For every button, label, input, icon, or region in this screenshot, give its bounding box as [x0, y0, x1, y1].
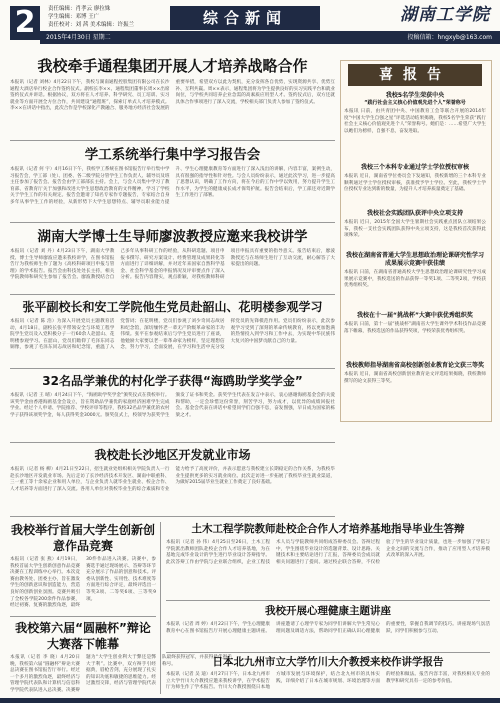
good-news-item: [344, 164, 486, 210]
article-body: 本报讯（记者 陈 浩）为深入开展党员主题教育活动，4月18日，副校长张平带领安全与环境工程学院学生党员及入党积极分子一行60余人赴韶山、花明楼参观学习。在韶山，党员们瞻仰了毛泽东同志铜像，参观了毛泽东同志故居和纪念馆，重温了入党誓词；在花明楼，党员们参观了刘少奇同志故居和纪念馆，深切缅怀老一辈无产阶级革命家的丰功伟绩。张平在参观结束后与学生党员进行了座谈，他勉励大家要以老一辈革命家为榜样，坚定理想信念，努力学习，全面发展，在学习和生活中充分发挥党员的先锋模范作用。党员们纷纷表示，此次参观学习受到了深刻的革命传统教育，将以更加饱满的热情投入到学习和工作中去，为实现中华民族伟大复兴的中国梦贡献自己的力量。: [10, 319, 335, 351]
article-body: 本报讯（记者 吴 迪）4月27日下午，日本北九州市立大学竹川大介教授应邀来我校讲学，在学术报告厅为师生作了学术报告。竹川大介教授围绕日本地方城市发展与环境保护，结合北九州市的具体实践，详细介绍了日本在城市规划、环境治理等方面的经验和做法。报告内容丰富，对我校相关专业的教学和研究具有一定的参考价值。: [166, 672, 490, 691]
footer-bar: [0, 698, 500, 703]
item-body: 本报讯 日前，第十一届“挑战杯”湖南省大学生课外学术科技作品竞赛落下帷幕，我校选送的作品获得奖项，学校荣获优秀组织奖。: [344, 322, 486, 334]
good-news-title: 喜报告: [348, 64, 482, 86]
editor-line: 学生编辑：邓博 王广: [48, 14, 100, 20]
headline-line: 我校举行首届大学生创新创意作品竞赛: [10, 523, 155, 553]
item-headline: 我校三个本科专业通过学士学位授权审核: [360, 164, 469, 171]
article-innovation-contest: [10, 522, 156, 615]
headline: 张平副校长和安工学院他生党员赴韶山、花明楼参观学习: [22, 300, 323, 314]
item-headline: 我校在十一届“挑战杯”大赛中获优秀组织奖: [357, 312, 473, 319]
divider: [10, 294, 335, 295]
article-body: 本报讯（记者 张 燕）4月19日，我校首届大学生创新创意作品竞赛决赛在工程训练中心举行。本次竞赛由教务处、团委主办，旨在激发学生的创新意识和创造能力，营造良好的创新创业氛围。竞赛共吸引了全校各学院200余件作品参赛，经过初赛、复赛的激烈角逐，最终30件作品进入决赛。决赛中，参赛选手通过现场展示、答辩等环节充分展示了作品的创意和技术。评委从创新性、实用性、技术难度等方面进行综合评定，最终评选出一等奖3项、二等奖6项、三等奖9项。: [10, 557, 156, 609]
headline: 土木工程学院教师赴校企合作人才培养基地指导毕业生答辩: [191, 523, 465, 535]
good-news-item: [344, 252, 486, 310]
article-job-market: [10, 447, 335, 513]
article-body: 本报讯（记者 杨 柳）4月21日至22日，招生就业处组织相关学院负责人一行赴长沙地区开发就业市场。先后走访了长沙经济技术开发区、湖南中联重科、三一重工等十余家企业和用人单位，与企业负责人就毕业生就业、校企合作、人才培养等方面进行了深入交流。各用人单位对我校毕业生的综合素质和专业能力给予了高度评价，并表示愿意与我校建立长期稳定的合作关系，为我校毕业生提供更多的实习就业岗位。此次走访进一步拓展了我校毕业生就业渠道，为做好2015届毕业生就业工作奠定了良好基础。: [10, 467, 335, 492]
good-news-item: [344, 92, 486, 161]
article-body: 本报讯（记者 孙 伟）4月25日至26日，土木工程学院派出教师团队赴校企合作人才培养基地，为在基地完成毕业设计的学生进行毕业设计答辩指导。此次答辩工作由学院与企业联合组织，企业工程技术人员与学院教师共同组成答辩委员会。答辩过程中，学生围绕毕业设计的选题背景、设计思路、关键技术和主要结论进行了汇报，答辩委员会成员就相关问题进行了提问。通过校企联合答辩，不仅检验了学生的毕业设计质量，也进一步加强了学院与企业之间的交流与合作，推动了应用型人才培养模式改革的深入开展。: [166, 540, 490, 565]
article-scholarship: [10, 373, 335, 439]
good-news-item: [344, 312, 486, 356]
editor-line: 责任编辑：肖孝云 廖拉姝: [48, 6, 111, 12]
article-civil-defense: [166, 522, 490, 592]
page-header: [0, 0, 500, 46]
article-tongcheng: [10, 56, 335, 134]
headline: [10, 522, 156, 554]
item-body: 本报讯 近日，2015年全国大学生暑期社会实践重点团队立项结果公布，我校一支社会实践团队获得中央立项支持，这是我校首次获得此项殊荣。: [344, 220, 486, 239]
article-mental-health: [166, 604, 490, 648]
good-news-item: [344, 362, 486, 414]
section-title: 综合新闻: [170, 6, 320, 30]
headline: 我校第六届“圆融杯”辩论大赛落下帷幕: [15, 621, 151, 651]
headline: 日本北九州市立大学竹川大介教授来校作讲学报告: [212, 656, 444, 668]
item-body: 本报讯 日前，在湖南省普通高校大学生思想政治理论课研究性学习成果展示竞赛中，我校选送的作品获得一等奖1项、二等奖2项，学校获优秀组织奖。: [344, 270, 486, 289]
article-shaoshan-visit: [10, 299, 335, 365]
divider: [10, 616, 156, 617]
article-japan-lecture: [166, 655, 490, 696]
good-news-item: [344, 210, 486, 250]
contact-email: 投稿信箱：hngxyb@163.com: [407, 34, 492, 41]
editor-credits: [48, 5, 160, 29]
item-headline: 我校教师指导湖南省高校创新创业教育论文获三等奖: [345, 362, 484, 369]
headline: 我校赴长沙地区开发就业市场: [94, 448, 251, 462]
headline: 我校开展心理健康主题讲座: [265, 605, 391, 617]
page-number: 2: [10, 6, 40, 40]
headline: 32名品学兼优的村化学子获得“海鸥助学奖学金”: [42, 374, 303, 388]
divider: [10, 368, 335, 369]
item-body: 本报讯 近日，湖南省学位委员会下发通知，我校新增的三个本科专业顺利通过学士学位授权审核，获准授予学士学位。至此，我校学士学位授权专业达到新的数量，为提升人才培养质量奠定了基础。: [344, 174, 486, 193]
article-body: 本报讯（记者 刘 丹）4月23日下午，湖南大学教授、博士生导师廖波应邀来我校讲学，在图书馆报告厅为我校师生作了题为《高校科研项目申报与管理》的学术报告。报告会由科技处处长主持，相关学院教师和研究生参加了报告会。廖波教授结合自己多年从事科研工作的经验，从科研选题、项目申报书撰写、研究方案设计、经费管理及成果转化等方面进行了详细讲解，并对近年来国家自然科学基金、社会科学基金的申报情况及评审要点作了深入分析。报告内容翔实，观点新颖，对我校教师科研项目申报具有重要的指导意义。报告结束后，廖波教授还与在场师生进行了互动交流，耐心解答了大家提出的问题。: [10, 249, 335, 281]
article-study-report: [10, 146, 335, 215]
item-subheadline: “践行社会主义核心价值观先进个人”荣誉称号: [364, 100, 466, 106]
item-headline: 我校在湖南省普通大学生思想政治理论课研究性学习成果展示竞赛中获佳绩: [345, 252, 484, 267]
divider: [10, 140, 335, 141]
item-body: 本报讯 近日，湖南省高校创新创业教育论文评选结果揭晓，我校教师撰写的论文获得三等奖。: [344, 372, 486, 384]
divider: [10, 222, 335, 223]
item-body: 本报讯 日前，由共青团中央、中国教育工会等联合开展的2014年度“中国大学生自强之星”评选活动结果揭晓，我校5名学生荣获“践行社会主义核心价值观先进个人”荣誉称号。她们是：……希望广大学生以她们为榜样，自强不息，奋发进取。: [344, 109, 486, 134]
headline: 湖南大学博士生导师廖波教授应邀来我校讲学: [37, 229, 308, 245]
divider: [10, 442, 335, 443]
dateline-bar: [40, 31, 500, 44]
article-body: 本报讯（记者 何 宇）4月16日下午，我校学工系统在图书馆报告厅举行集中学习报告会，学工部（处）、团委、各二级学院分管学生工作负责人、辅导员及班主任参加了报告会。报告会由学工部部长主持。会上，与会人员集中学习了教育部、省教育厅关于加强和改进大学生思想政治教育的文件精神，学习了学校关于学生工作的有关规定。报告会邀请了知名专家作专题报告，专家结合自身多年从事学生工作的经验，从新形势下大学生思想特点、辅导员职业能力提升、学生心理健康教育等方面进行了深入浅出的讲解，内容丰富，案例生动，具有很强的指导性和针对性。与会人员纷纷表示，通过此次学习，进一步提高了思想认识，明确了工作方向，将在今后的工作中学以致用，努力提升学生工作水平，为学生的健康成长成才保驾护航。报告会结束后，学工部还对近期学生工作进行了部署。: [10, 167, 335, 205]
divider: [10, 516, 335, 517]
issue-date: 2015年4月30日 星期二: [46, 34, 111, 41]
masthead-logo: 湖南工学院: [400, 5, 490, 25]
article-body: 本报讯（记者 刘林）4月22日下午，我校与湖南通程控股集团有限公司在长沙通程大酒店举行校企合作签约仪式。副校长李××、通程集团董事长周××出席签约仪式并讲话。根据协议，双方将在人才培养、科学研究、员工培训、实习就业等方面开展全方位合作，共同建设“通程班”，探索订单式人才培养模式。李××在讲话中指出，此次合作是学校深化产教融合、服务地方经济社会发展的重要举措，希望双方以此为契机，充分发挥各自优势，实现资源共享、优势互补、互利共赢。周××表示，通程集团将为学生提供良好的实习实践平台和就业岗位，与学校共同培养企业急需的高素质应用型人才。签约仪式后，双方还就具体合作事项进行了深入交流，学校相关部门负责人参加了签约仪式。: [10, 80, 335, 112]
item-headline: 我校社会实践团队获评中央立项支持: [366, 210, 463, 217]
article-body: 本报讯（记者 周 婷）4月22日下午，学生心理健康教育中心在图书馆报告厅开展心理健康主题讲座。讲座邀请了心理学专家为同学们讲解大学生常见心理问题及调适方法，帮助同学们正确认识心理健康的重要性，掌握自我调节的技巧。讲座现场气氛活跃，同学们积极参与互动。: [166, 622, 490, 634]
headline: 我校牵手通程集团开展人才培养战略合作: [37, 57, 308, 75]
article-body: 本报讯（记者 王 晴）4月24日下午，“海鸥助学奖学金”颁奖仪式在我校举行。该奖学金由香港海鸥基金会设立，旨在资助品学兼优的家庭经济困难学生完成学业。经过个人申请、学院推荐、学校评审等程序，我校32名品学兼优的农村学子获得该项奖学金，每人获得奖金3000元。颁奖仪式上，校领导为获奖学生颁发了证书和奖金。获奖学生代表在发言中表示，衷心感谢海鸥基金会的关爱和帮助，一定会珍惜这份荣誉，刻苦学习，努力成才，以优异的成绩回报社会。基金会代表在讲话中希望同学们自强不息，奋发图强，早日成为国家的栋梁之才。: [10, 393, 335, 418]
headline: 学工系统举行集中学习报告会: [84, 147, 261, 163]
column-divider: [160, 522, 161, 694]
editor-line: 责任校对：刘 茜 美术编辑：许振兰: [48, 22, 134, 28]
article-liaobo-lecture: [10, 228, 335, 289]
divider: [166, 652, 490, 653]
item-headline: 我校5名学生荣获中央: [385, 92, 445, 99]
article-debate: [10, 620, 232, 695]
article-body: 本报讯（记者 李 晓）4月20日晚，我校第六届“圆融杯”辩论大赛总决赛在图书馆报告厅举行。经过一个多月的激烈角逐，最终经济与管理学院代表队和计算机与信息科学学院代表队进入总决赛。决赛辩题为“大学生创业利大于弊还是弊大于利”。比赛中，双方辩手引经据典，唇枪舌剑，充分展现了扎实的知识功底和敏捷的思维能力。经过激烈交锋，经济与管理学院代表队最终获得冠军，并获得最佳辩手称号。: [10, 655, 232, 693]
divider: [166, 600, 490, 601]
